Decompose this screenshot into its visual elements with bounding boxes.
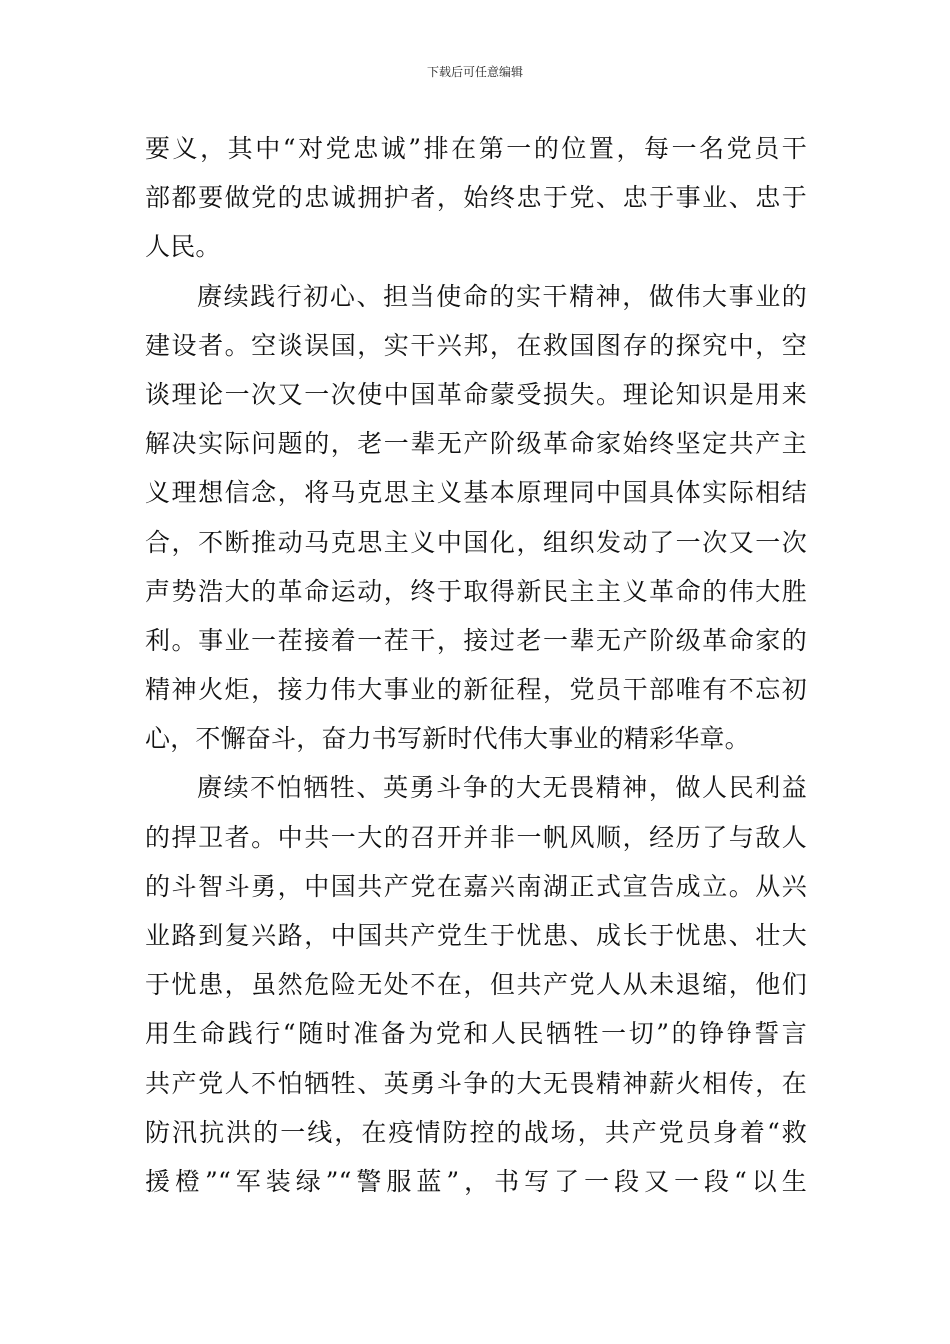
text-line: 的斗智斗勇，中国共产党在嘉兴南湖正式宣告成立。从兴 [145,871,807,901]
text-line: 声势浩大的革命运动，终于取得新民主主义革命的伟大胜 [145,576,807,606]
text-line: 赓续不怕牺牲、英勇斗争的大无畏精神，做人民利益 [197,773,807,803]
text-line: 人民。 [145,232,221,262]
text-line: 要义，其中“对党忠诚”排在第一的位置，每一名党员干 [145,134,807,163]
document-body [145,124,807,1206]
text-line: 建设者。空谈误国，实干兴邦，在救国图存的探究中，空 [145,330,807,360]
text-line: 的捍卫者。中共一大的召开并非一帆风顺，经历了与敌人 [145,822,807,852]
text-line: 义理想信念，将马克思主义基本原理同中国具体实际相结 [145,478,807,508]
text-line: 赓续践行初心、担当使命的实干精神，做伟大事业的 [197,281,807,311]
text-line: 共产党人不怕牺牲、英勇斗争的大无畏精神薪火相传，在 [145,1068,807,1098]
text-line: 用生命践行“随时准备为党和人民牺牲一切”的铮铮誓言 [145,1019,807,1049]
text-line: 解决实际问题的，老一辈无产阶级革命家始终坚定共产主 [145,429,807,459]
page-header: 下载后可任意编辑 [426,65,523,79]
text-line: 业路到复兴路，中国共产党生于忧患、成长于忧患、壮大 [145,921,807,950]
text-line: 心，不懈奋斗，奋力书写新时代伟大事业的精彩华章。 [145,724,750,754]
text-line: 援橙”“军装绿”“警服蓝”，书写了一段又一段“以生 [145,1166,807,1196]
text-line: 精神火炬，接力伟大事业的新征程，党员干部唯有不忘初 [145,675,807,705]
text-line: 防汛抗洪的一线，在疫情防控的战场，共产党员身着“救 [145,1117,807,1147]
text-line: 谈理论一次又一次使中国革命蒙受损失。理论知识是用来 [145,379,807,409]
text-line: 部都要做党的忠诚拥护者，始终忠于党、忠于事业、忠于 [145,183,807,213]
text-line: 于忧患，虽然危险无处不在，但共产党人从未退缩，他们 [145,970,807,1000]
text-line: 利。事业一茬接着一茬干，接过老一辈无产阶级革命家的 [145,625,807,655]
text-line: 合，不断推动马克思主义中国化，组织发动了一次又一次 [145,527,807,557]
